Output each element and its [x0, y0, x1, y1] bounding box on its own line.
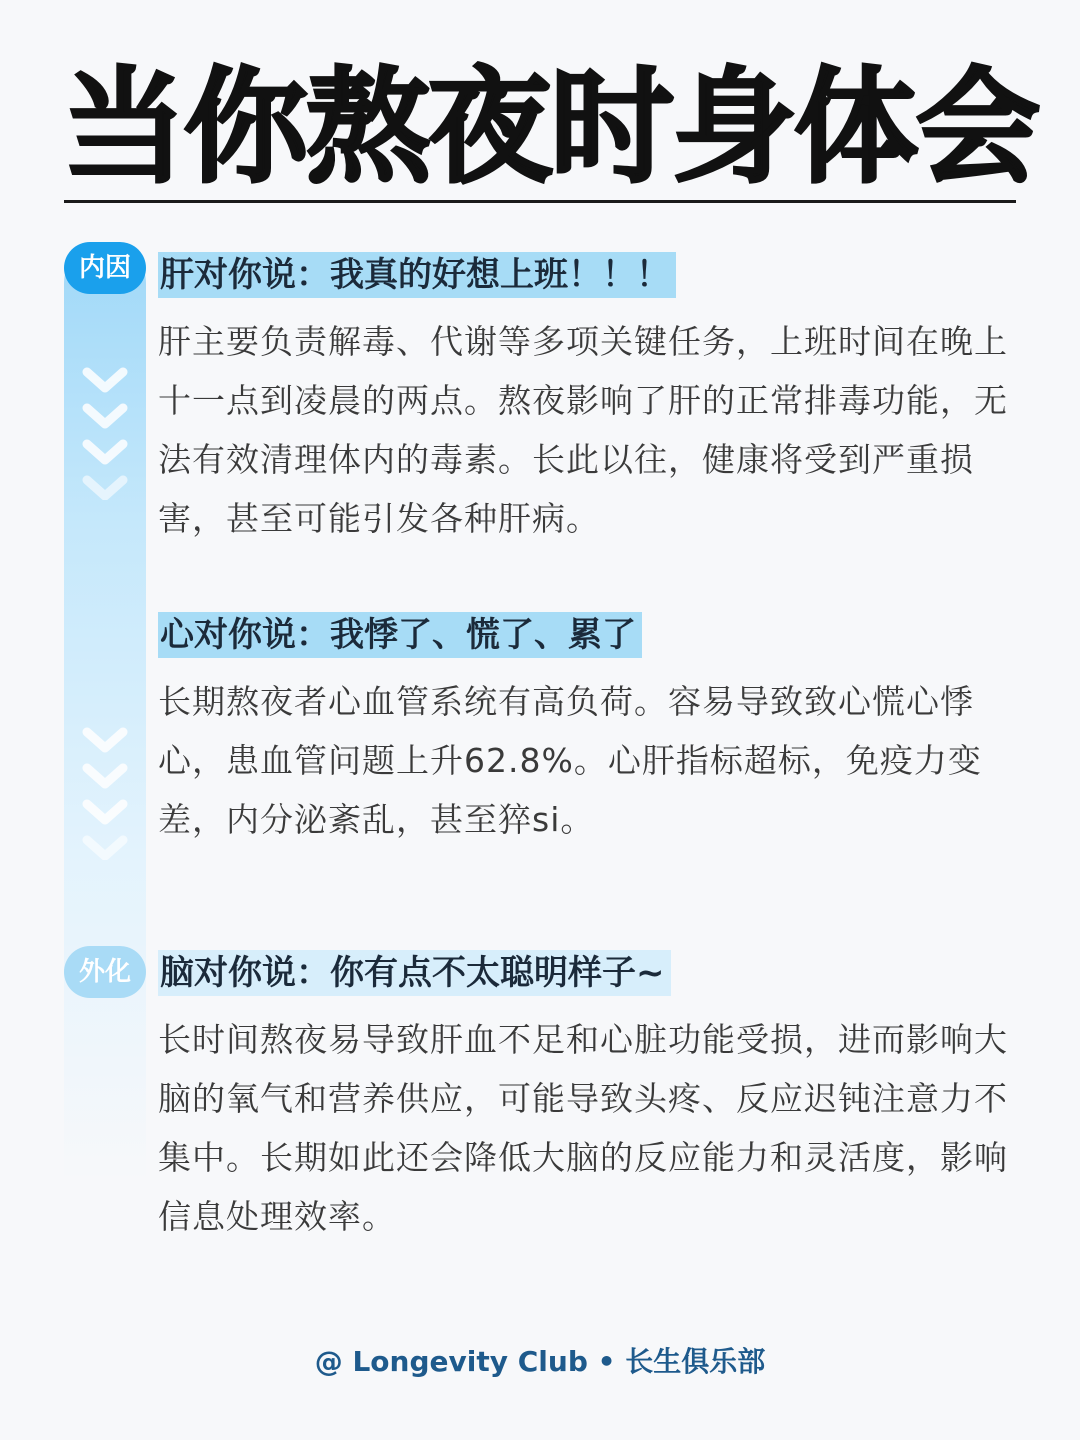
section-body: 肝主要负责解毒、代谢等多项关键任务，上班时间在晚上十一点到凌晨的两点。熬夜影响了肝的正常排毒功能，无法有效清理体内的毒素。长此以往，健康将受到严重损害，甚至可能引发各种肝病。	[158, 322, 1008, 538]
title-divider	[64, 200, 1016, 203]
side-decoration-bar	[64, 242, 146, 1182]
tag-external: 外化	[64, 946, 146, 998]
section-brain	[158, 950, 1018, 1246]
tag-internal: 内因	[64, 242, 146, 294]
section-heading: 脑对你说：你有点不太聪明样子~	[158, 950, 671, 996]
section-body: 长期熬夜者心血管系统有高负荷。容易导致致心慌心悸心，患血管问题上升62.8%。心肝指标超标，免疫力变差，内分泌紊乱，甚至猝si。	[158, 682, 982, 839]
section-heading: 心对你说：我悸了、慌了、累了	[158, 612, 642, 658]
chevron-group-top	[64, 360, 146, 500]
footer-credit: @ Longevity Club • 长生俱乐部	[314, 1345, 766, 1378]
section-heart	[158, 612, 1018, 849]
chevron-down-icon	[75, 720, 135, 860]
section-heading: 肝对你说：我真的好想上班！！！	[158, 252, 676, 298]
section-liver	[158, 252, 1018, 548]
chevron-group-bottom	[64, 720, 146, 860]
chevron-down-icon	[75, 360, 135, 500]
section-body: 长时间熬夜易导致肝血不足和心脏功能受损，进而影响大脑的氧气和营养供应，可能导致头疼、反应迟钝注意力不集中。长期如此还会降低大脑的反应能力和灵活度，影响信息处理效率。	[158, 1020, 1008, 1236]
page-title: 当你熬夜时身体会	[62, 56, 1039, 200]
